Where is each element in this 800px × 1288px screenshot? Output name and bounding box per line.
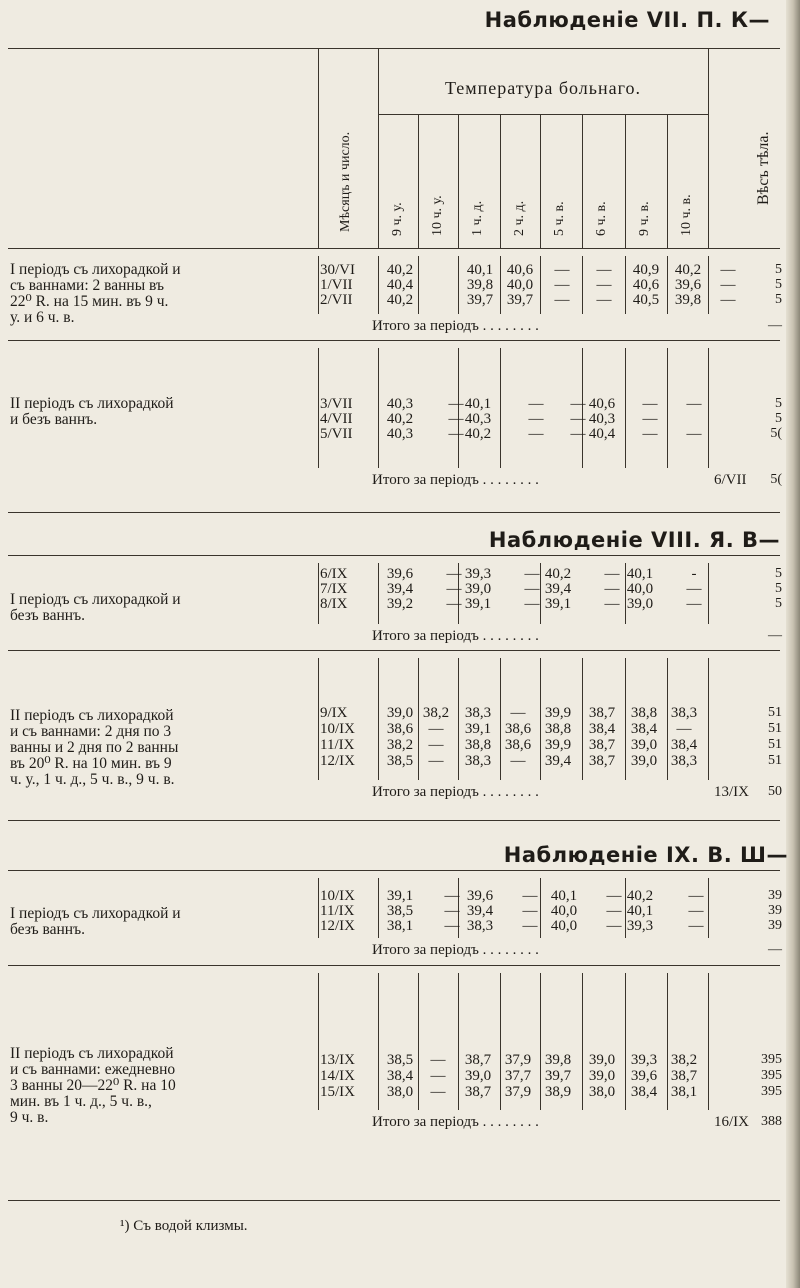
temperature-cell: 40,0 bbox=[550, 918, 578, 934]
temperature-cell: 40,5 bbox=[632, 292, 660, 308]
hour-header: 6 ч. в. bbox=[594, 201, 609, 236]
weight-cell: 5 bbox=[775, 596, 782, 611]
temperature-cell: — bbox=[554, 262, 570, 278]
temperature-cell: 39,0 bbox=[630, 753, 658, 769]
temperature-cell: 39,0 bbox=[464, 1068, 492, 1084]
temperature-cell: 40,0 bbox=[626, 581, 654, 597]
temperature-cell: 38,4 bbox=[630, 721, 658, 737]
temperature-cell: 39,0 bbox=[588, 1068, 616, 1084]
temperature-cell: 38,4 bbox=[588, 721, 616, 737]
temperature-cell: 38,2 bbox=[670, 1052, 698, 1068]
temperature-cell: 40,1 bbox=[626, 566, 654, 582]
date-cell: 5/VII bbox=[320, 426, 353, 442]
temperature-cell: 38,2 bbox=[422, 705, 450, 721]
temperature-cell: — bbox=[522, 918, 538, 934]
temperature-cell: — bbox=[430, 1068, 446, 1084]
weight-cell: 51 bbox=[768, 737, 782, 752]
temperature-cell: 39,1 bbox=[386, 888, 414, 904]
temperature-cell: — bbox=[522, 888, 538, 904]
temperature-cell: 39,3 bbox=[626, 918, 654, 934]
temperature-cell: 39,0 bbox=[626, 596, 654, 612]
period-title: II періодъ съ лихорадкой и безъ ваннъ. bbox=[10, 395, 174, 428]
temperature-cell: — bbox=[720, 292, 736, 308]
temperature-cell: 38,4 bbox=[630, 1084, 658, 1100]
period-title: I періодъ съ лихорадкой и безъ ваннъ. bbox=[10, 905, 181, 938]
date-cell: 14/IX bbox=[320, 1068, 355, 1084]
temperature-cell: — bbox=[604, 566, 620, 582]
month-day-header: Мѣсяцъ и число. bbox=[338, 131, 353, 232]
total-weight: 388 bbox=[761, 1114, 782, 1129]
temperature-cell: 40,9 bbox=[632, 262, 660, 278]
temperature-cell: 40,1 bbox=[464, 396, 492, 412]
temperature-cell: 37,9 bbox=[504, 1052, 532, 1068]
date-cell: 7/IX bbox=[320, 581, 348, 597]
temperature-cell: 39,4 bbox=[544, 753, 572, 769]
temperature-cell: 38,6 bbox=[504, 721, 532, 737]
temperature-cell: — bbox=[570, 426, 586, 442]
temperature-cell: 38,5 bbox=[386, 903, 414, 919]
temperature-cell: 39,1 bbox=[464, 721, 492, 737]
weight-cell: 39 bbox=[768, 903, 782, 918]
temperature-cell: 38,3 bbox=[464, 753, 492, 769]
temperature-cell: 39,1 bbox=[544, 596, 572, 612]
temperature-cell: — bbox=[642, 426, 658, 442]
temperature-cell: 37,9 bbox=[504, 1084, 532, 1100]
temperature-cell: 39,0 bbox=[464, 581, 492, 597]
temperature-cell: 40,2 bbox=[386, 262, 414, 278]
temperature-cell: 40,6 bbox=[588, 396, 616, 412]
temperature-cell: 38,1 bbox=[386, 918, 414, 934]
weight-cell: 5( bbox=[770, 426, 782, 441]
temperature-cell: 38,7 bbox=[464, 1084, 492, 1100]
temperature-cell: 39,4 bbox=[466, 903, 494, 919]
temperature-cell: 39,7 bbox=[506, 292, 534, 308]
weight-cell: 39 bbox=[768, 918, 782, 933]
period-title: I періодъ съ лихорадкой и съ ваннами: 2 ванны въ 22⁰ R. на 15 мин. въ 9 ч. у. и 6 ч. в. bbox=[10, 261, 181, 326]
temperature-cell: 39,6 bbox=[466, 888, 494, 904]
temperature-cell: 40,0 bbox=[550, 903, 578, 919]
temperature-cell: 38,7 bbox=[670, 1068, 698, 1084]
total-weight: 50 bbox=[768, 784, 782, 799]
temperature-cell: 38,4 bbox=[386, 1068, 414, 1084]
temperature-cell: — bbox=[554, 292, 570, 308]
temperature-cell: — bbox=[688, 918, 704, 934]
temperature-cell: — bbox=[604, 596, 620, 612]
temperature-cell: 38,0 bbox=[588, 1084, 616, 1100]
temperature-cell: — bbox=[446, 581, 462, 597]
temperature-cell: 38,8 bbox=[630, 705, 658, 721]
temperature-cell: 38,3 bbox=[670, 705, 698, 721]
temperature-cell: 40,6 bbox=[506, 262, 534, 278]
temperature-header: Температура больнаго. bbox=[444, 78, 642, 98]
temperature-cell: — bbox=[596, 292, 612, 308]
temperature-cell: 38,3 bbox=[466, 918, 494, 934]
temperature-cell: 39,0 bbox=[386, 705, 414, 721]
date-cell: 10/IX bbox=[320, 721, 355, 737]
temperature-cell: — bbox=[428, 721, 444, 737]
temperature-cell: — bbox=[604, 581, 620, 597]
temperature-cell: 39,4 bbox=[386, 581, 414, 597]
temperature-cell: 38,3 bbox=[464, 705, 492, 721]
temperature-cell: 39,6 bbox=[630, 1068, 658, 1084]
temperature-cell: — bbox=[596, 262, 612, 278]
period-total-label: Итого за періодъ . . . . . . . . bbox=[372, 318, 539, 334]
temperature-cell: — bbox=[686, 426, 702, 442]
temperature-cell: 38,7 bbox=[588, 753, 616, 769]
temperature-cell: — bbox=[524, 566, 540, 582]
temperature-cell: 39,3 bbox=[630, 1052, 658, 1068]
weight-cell: 5 bbox=[775, 292, 782, 307]
hour-header: 9 ч. в. bbox=[637, 201, 652, 236]
hour-header: 9 ч. у. bbox=[390, 202, 405, 236]
total-weight: — bbox=[768, 318, 782, 333]
total-date: 16/IX bbox=[714, 1114, 749, 1130]
temperature-cell: 38,2 bbox=[386, 737, 414, 753]
temperature-cell: 38,7 bbox=[464, 1052, 492, 1068]
temperature-cell: 38,5 bbox=[386, 1052, 414, 1068]
total-date: 13/IX bbox=[714, 784, 749, 800]
temperature-cell: 40,3 bbox=[386, 396, 414, 412]
temperature-cell: 39,6 bbox=[386, 566, 414, 582]
page-edge-shadow bbox=[786, 0, 800, 1288]
weight-cell: 5 bbox=[775, 581, 782, 596]
temperature-cell: 39,1 bbox=[464, 596, 492, 612]
footnote: ¹) Съ водой клизмы. bbox=[120, 1218, 248, 1234]
temperature-cell: — bbox=[446, 566, 462, 582]
date-cell: 1/VII bbox=[320, 277, 353, 293]
temperature-cell: 38,3 bbox=[670, 753, 698, 769]
temperature-cell: — bbox=[606, 888, 622, 904]
period-title: II періодъ съ лихорадкой и съ ваннами: ежедневно 3 ванны 20—22⁰ R. на 10 мин. въ 1 ч. д., 5 ч. в., 9 ч. в. bbox=[10, 1045, 176, 1126]
weight-cell: 395 bbox=[761, 1068, 782, 1083]
date-cell: 11/IX bbox=[320, 737, 355, 753]
date-cell: 8/IX bbox=[320, 596, 348, 612]
temperature-cell: — bbox=[720, 262, 736, 278]
temperature-cell: 40,4 bbox=[386, 277, 414, 293]
temperature-cell: — bbox=[448, 396, 464, 412]
temperature-cell: 40,2 bbox=[386, 411, 414, 427]
temperature-cell: — bbox=[430, 1052, 446, 1068]
temperature-cell: — bbox=[688, 903, 704, 919]
date-cell: 30/VI bbox=[320, 262, 355, 278]
temperature-cell: 40,0 bbox=[506, 277, 534, 293]
temperature-cell: — bbox=[688, 888, 704, 904]
hour-header: 10 ч. в. bbox=[679, 194, 694, 236]
weight-cell: 39 bbox=[768, 888, 782, 903]
weight-cell: 5 bbox=[775, 566, 782, 581]
temperature-cell: 39,0 bbox=[588, 1052, 616, 1068]
weight-cell: 395 bbox=[761, 1084, 782, 1099]
period-total-label: Итого за періодъ . . . . . . . . bbox=[372, 472, 539, 488]
period-total-label: Итого за періодъ . . . . . . . . bbox=[372, 628, 539, 644]
temperature-cell: — bbox=[510, 753, 526, 769]
weight-cell: 5 bbox=[775, 262, 782, 277]
period-title: II періодъ съ лихорадкой и съ ваннами: 2 дня по 3 ванны и 2 дня по 2 ванны въ 20⁰ R. на 10 мин. въ 9 ч. у., 1 ч. д., 5 ч. в., 9 ч. в. bbox=[10, 707, 179, 788]
temperature-cell: — bbox=[528, 426, 544, 442]
observation-8-heading: Наблюденіе VIII. Я. В— bbox=[488, 528, 780, 552]
temperature-cell: — bbox=[444, 918, 460, 934]
temperature-cell: 39,7 bbox=[544, 1068, 572, 1084]
temperature-cell: — bbox=[522, 903, 538, 919]
total-date: 6/VII bbox=[714, 472, 747, 488]
temperature-cell: 39,6 bbox=[674, 277, 702, 293]
body-weight-header: Вѣсъ тѣла. bbox=[755, 131, 772, 205]
total-weight: — bbox=[768, 942, 782, 957]
hour-header: 1 ч. д. bbox=[470, 200, 485, 236]
temperature-cell: 38,7 bbox=[588, 737, 616, 753]
weight-cell: 51 bbox=[768, 705, 782, 720]
weight-cell: 5 bbox=[775, 411, 782, 426]
temperature-cell: 38,8 bbox=[544, 721, 572, 737]
temperature-cell: — bbox=[448, 411, 464, 427]
date-cell: 6/IX bbox=[320, 566, 348, 582]
temperature-cell: 40,2 bbox=[544, 566, 572, 582]
date-cell: 13/IX bbox=[320, 1052, 355, 1068]
hour-header: 5 ч. в. bbox=[552, 201, 567, 236]
temperature-cell: — bbox=[448, 426, 464, 442]
temperature-cell: — bbox=[686, 596, 702, 612]
temperature-cell: — bbox=[528, 411, 544, 427]
temperature-cell: 40,2 bbox=[674, 262, 702, 278]
temperature-cell: — bbox=[524, 581, 540, 597]
temperature-cell: 39,2 bbox=[386, 596, 414, 612]
temperature-cell: — bbox=[676, 721, 692, 737]
date-cell: 11/IX bbox=[320, 903, 355, 919]
total-weight: — bbox=[768, 628, 782, 643]
temperature-cell: 39,3 bbox=[464, 566, 492, 582]
temperature-cell: 40,1 bbox=[550, 888, 578, 904]
temperature-cell: 39,8 bbox=[674, 292, 702, 308]
temperature-cell: 39,4 bbox=[544, 581, 572, 597]
temperature-cell: 40,4 bbox=[588, 426, 616, 442]
temperature-cell: 38,7 bbox=[588, 705, 616, 721]
temperature-cell: 39,8 bbox=[544, 1052, 572, 1068]
weight-cell: 5 bbox=[775, 277, 782, 292]
temperature-cell: 38,0 bbox=[386, 1084, 414, 1100]
period-total-label: Итого за періодъ . . . . . . . . bbox=[372, 1114, 539, 1130]
temperature-cell: — bbox=[428, 753, 444, 769]
temperature-cell: 40,3 bbox=[386, 426, 414, 442]
temperature-cell: 40,1 bbox=[626, 903, 654, 919]
temperature-cell: — bbox=[428, 737, 444, 753]
temperature-cell: 38,5 bbox=[386, 753, 414, 769]
weight-cell: 395 bbox=[761, 1052, 782, 1067]
date-cell: 10/IX bbox=[320, 888, 355, 904]
temperature-cell: — bbox=[444, 903, 460, 919]
observation-7-heading: Наблюденіе VII. П. К— bbox=[484, 8, 770, 32]
date-cell: 12/IX bbox=[320, 918, 355, 934]
date-cell: 2/VII bbox=[320, 292, 353, 308]
weight-cell: 5 bbox=[775, 396, 782, 411]
temperature-cell: — bbox=[642, 411, 658, 427]
temperature-cell: 40,3 bbox=[464, 411, 492, 427]
temperature-cell: — bbox=[430, 1084, 446, 1100]
temperature-cell: 39,0 bbox=[630, 737, 658, 753]
temperature-cell: 39,7 bbox=[466, 292, 494, 308]
temperature-cell: 40,2 bbox=[464, 426, 492, 442]
temperature-cell: — bbox=[642, 396, 658, 412]
temperature-cell: — bbox=[606, 903, 622, 919]
temperature-cell: - bbox=[691, 566, 697, 582]
temperature-cell: — bbox=[720, 277, 736, 293]
temperature-cell: 38,9 bbox=[544, 1084, 572, 1100]
temperature-cell: 40,1 bbox=[466, 262, 494, 278]
weight-cell: 51 bbox=[768, 721, 782, 736]
temperature-cell: 38,6 bbox=[504, 737, 532, 753]
temperature-cell: — bbox=[528, 396, 544, 412]
temperature-cell: — bbox=[554, 277, 570, 293]
hour-header: 2 ч. д. bbox=[512, 200, 527, 236]
temperature-cell: 40,2 bbox=[386, 292, 414, 308]
date-cell: 3/VII bbox=[320, 396, 353, 412]
temperature-cell: 39,9 bbox=[544, 705, 572, 721]
temperature-cell: — bbox=[446, 596, 462, 612]
temperature-cell: 39,8 bbox=[466, 277, 494, 293]
weight-cell: 51 bbox=[768, 753, 782, 768]
date-cell: 9/IX bbox=[320, 705, 348, 721]
temperature-cell: — bbox=[606, 918, 622, 934]
temperature-cell: 39,9 bbox=[544, 737, 572, 753]
temperature-cell: — bbox=[686, 396, 702, 412]
temperature-cell: — bbox=[596, 277, 612, 293]
observation-9-heading: Наблюденіе IX. В. Ш— bbox=[503, 843, 788, 867]
temperature-cell: — bbox=[570, 396, 586, 412]
temperature-cell: — bbox=[524, 596, 540, 612]
date-cell: 15/IX bbox=[320, 1084, 355, 1100]
date-cell: 4/VII bbox=[320, 411, 353, 427]
period-total-label: Итого за періодъ . . . . . . . . bbox=[372, 784, 539, 800]
temperature-cell: 38,8 bbox=[464, 737, 492, 753]
temperature-cell: 40,3 bbox=[588, 411, 616, 427]
temperature-cell: 38,6 bbox=[386, 721, 414, 737]
hour-header: 10 ч. у. bbox=[430, 195, 445, 236]
temperature-cell: 40,2 bbox=[626, 888, 654, 904]
temperature-cell: 40,6 bbox=[632, 277, 660, 293]
temperature-cell: — bbox=[444, 888, 460, 904]
temperature-cell: 38,4 bbox=[670, 737, 698, 753]
temperature-cell: 38,1 bbox=[670, 1084, 698, 1100]
period-title: I періодъ съ лихорадкой и безъ ваннъ. bbox=[10, 591, 181, 624]
total-weight: 5( bbox=[770, 472, 782, 487]
temperature-cell: 37,7 bbox=[504, 1068, 532, 1084]
date-cell: 12/IX bbox=[320, 753, 355, 769]
temperature-cell: — bbox=[686, 581, 702, 597]
temperature-cell: — bbox=[510, 705, 526, 721]
temperature-cell: — bbox=[570, 411, 586, 427]
period-total-label: Итого за періодъ . . . . . . . . bbox=[372, 942, 539, 958]
